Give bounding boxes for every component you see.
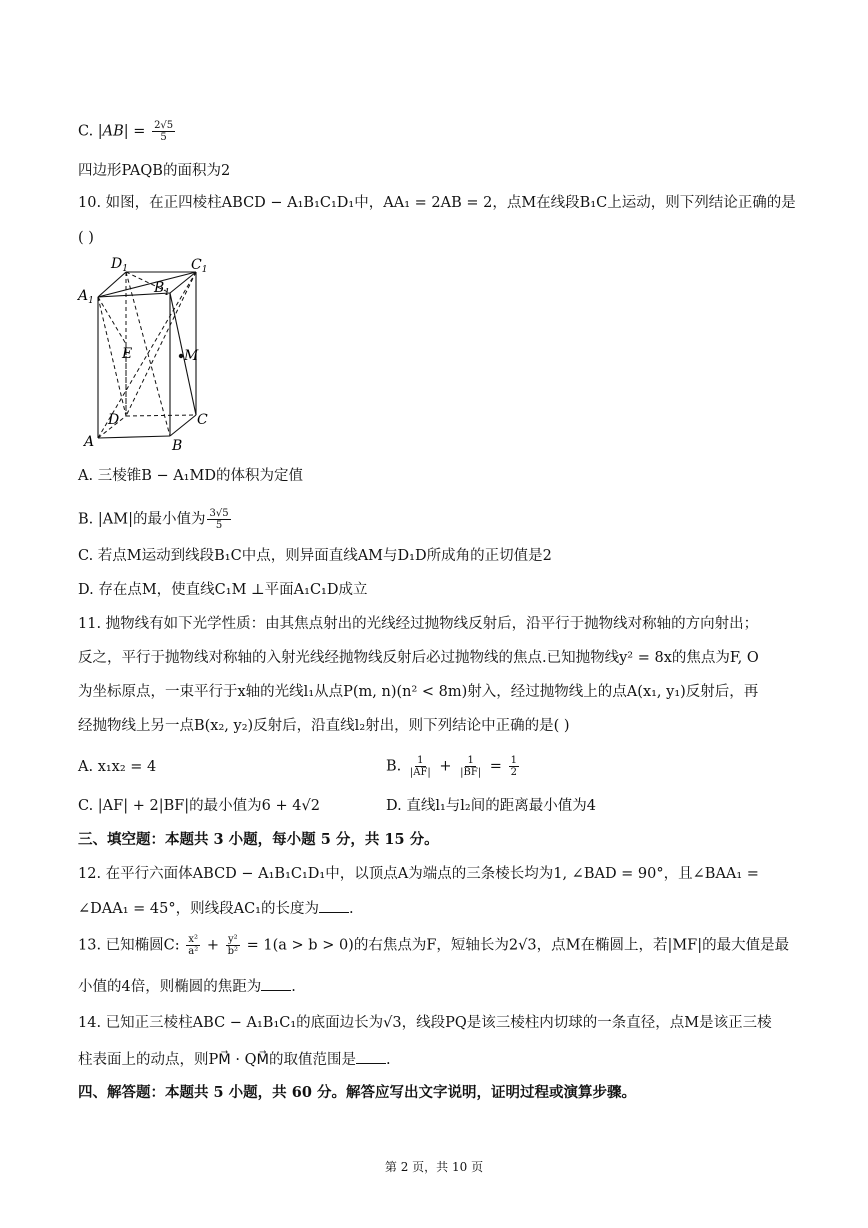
- fraction: $\frac{\text{y²}}{\text{b²}}$: [227, 934, 239, 957]
- label-c: C: [197, 412, 208, 428]
- answer-blank[interactable]: [261, 976, 291, 991]
- q10-option-a: A. 三棱锥B − A₁MD的体积为定值: [78, 468, 303, 484]
- fraction: $\frac{3√5}{5}$: [209, 508, 229, 531]
- q13-line2-text: 小值的4倍，则椭圆的焦距为: [78, 979, 262, 995]
- q10-stem-line2: ( ): [78, 230, 94, 246]
- period: .: [348, 901, 354, 917]
- q13-stem-line2: [78, 976, 296, 997]
- answer-blank[interactable]: [356, 1049, 386, 1064]
- point-m: [179, 354, 183, 358]
- plus-sign: +: [202, 937, 224, 954]
- edge-bc: [170, 415, 196, 436]
- q10-option-d: D. 存在点M，使直线C₁M ⊥平面A₁C₁D成立: [78, 582, 368, 598]
- fraction: $\frac{\text{x²}}{\text{a²}}$: [188, 934, 199, 957]
- fraction: $\frac{1}{2}$: [510, 755, 517, 778]
- label-b1: $B_1$: [154, 280, 171, 298]
- fraction: $\frac{2√5}{5}$: [154, 120, 174, 143]
- q14-stem-line2: [78, 1049, 391, 1070]
- q14-line2-text: 柱表面上的动点，则PM⃗ · QM⃗的取值范围是: [78, 1052, 356, 1068]
- equals-sign: =: [485, 758, 507, 775]
- q11-option-b: [386, 755, 521, 778]
- section-4-heading: 四、解答题：本题共 5 小题，共 60 分。解答应写出文字说明，证明过程或演算步骤。: [78, 1084, 636, 1101]
- q10-option-b-text: B. |AM|的最小值为: [78, 511, 206, 528]
- label-a: A: [84, 434, 95, 450]
- section-3-heading: 三、填空题：本题共 3 小题，每小题 5 分，共 15 分。: [78, 831, 439, 848]
- q11-option-b-label: B.: [386, 758, 406, 775]
- label-c1: $C_1$: [191, 257, 208, 275]
- q9-option-c: [78, 120, 177, 143]
- edge-a1e: [98, 297, 126, 344]
- q14-stem-line1: 14. 已知正三棱柱ABC − A₁B₁C₁的底面边长为√3，线段PQ是该三棱柱内切球的一条直径，点M是该正三棱: [78, 1015, 772, 1031]
- label-m: M: [184, 348, 199, 364]
- label-a1: $A_1$: [78, 288, 94, 306]
- q13-stem-line1: [78, 934, 789, 957]
- q11-stem-line2: 反之，平行于抛物线对称轴的入射光线经抛物线反射后必过抛物线的焦点.已知抛物线y² = 8x的焦点为F, O: [78, 650, 759, 666]
- prism-figure: [74, 252, 214, 452]
- q12-line2-text: ∠DAA₁ = 45°，则线段AC₁的长度为: [78, 901, 319, 917]
- edge-dc: [126, 415, 196, 416]
- fraction: $\frac{1}{|BF|}$: [460, 755, 482, 778]
- label-d1: $D_1$: [111, 256, 128, 274]
- q12-stem-line1: 12. 在平行六面体ABCD − A₁B₁C₁D₁中，以顶点A为端点的三条棱长均为1, ∠BAD = 90°，且∠BAA₁ =: [78, 866, 759, 882]
- q13-line1-rest: = 1(a > b > 0)的右焦点为F，短轴长为2√3，点M在椭圆上，若|MF|的最大值是最: [242, 937, 790, 954]
- q10-option-b: [78, 508, 233, 531]
- q12-stem-line2: [78, 898, 354, 919]
- q9-option-c-text: C.: [78, 123, 94, 140]
- plus-sign: +: [434, 758, 457, 775]
- label-b: B: [172, 438, 183, 452]
- q11-option-d: D. 直线l₁与l₂间的距离最小值为4: [386, 798, 596, 814]
- q11-stem-line3: 为坐标原点，一束平行于x轴的光线l₁从点P(m, n)(n² < 8m)射入，经过抛物线上的点A(x₁, y₁)反射后，再: [78, 684, 759, 700]
- page-footer: 第 2 页，共 10 页: [384, 1160, 484, 1174]
- period: .: [386, 1052, 391, 1068]
- q10-option-c: C. 若点M运动到线段B₁C中点，则异面直线AM与D₁D所成角的正切值是2: [78, 548, 552, 564]
- q11-stem-line4: 经抛物线上另一点B(x₂, y₂)反射后，沿直线l₂射出，则下列结论中正确的是( ): [78, 718, 570, 734]
- q13-line1-text: 13. 已知椭圆C:: [78, 937, 185, 954]
- q9-option-d: 四边形PAQB的面积为2: [78, 163, 231, 179]
- q11-option-c: C. |AF| + 2|BF|的最小值为6 + 4√2: [78, 798, 320, 814]
- q9-option-c-expr: |AB| =: [97, 123, 151, 140]
- period: .: [291, 979, 296, 995]
- q11-stem-line1: 11. 抛物线有如下光学性质：由其焦点射出的光线经过抛物线反射后，沿平行于抛物线对称轴的方向射出；: [78, 616, 759, 632]
- answer-blank[interactable]: [319, 898, 349, 913]
- label-d: D: [108, 412, 120, 428]
- edge-ab: [98, 436, 170, 438]
- q11-option-a: A. x₁x₂ = 4: [78, 759, 157, 775]
- label-e: E: [122, 346, 133, 362]
- q10-stem-line1: 10. 如图，在正四棱柱ABCD − A₁B₁C₁D₁中，AA₁ = 2AB = 2，点M在线段B₁C上运动，则下列结论正确的是: [78, 195, 796, 211]
- fraction: $\frac{1}{|AF|}$: [409, 755, 431, 778]
